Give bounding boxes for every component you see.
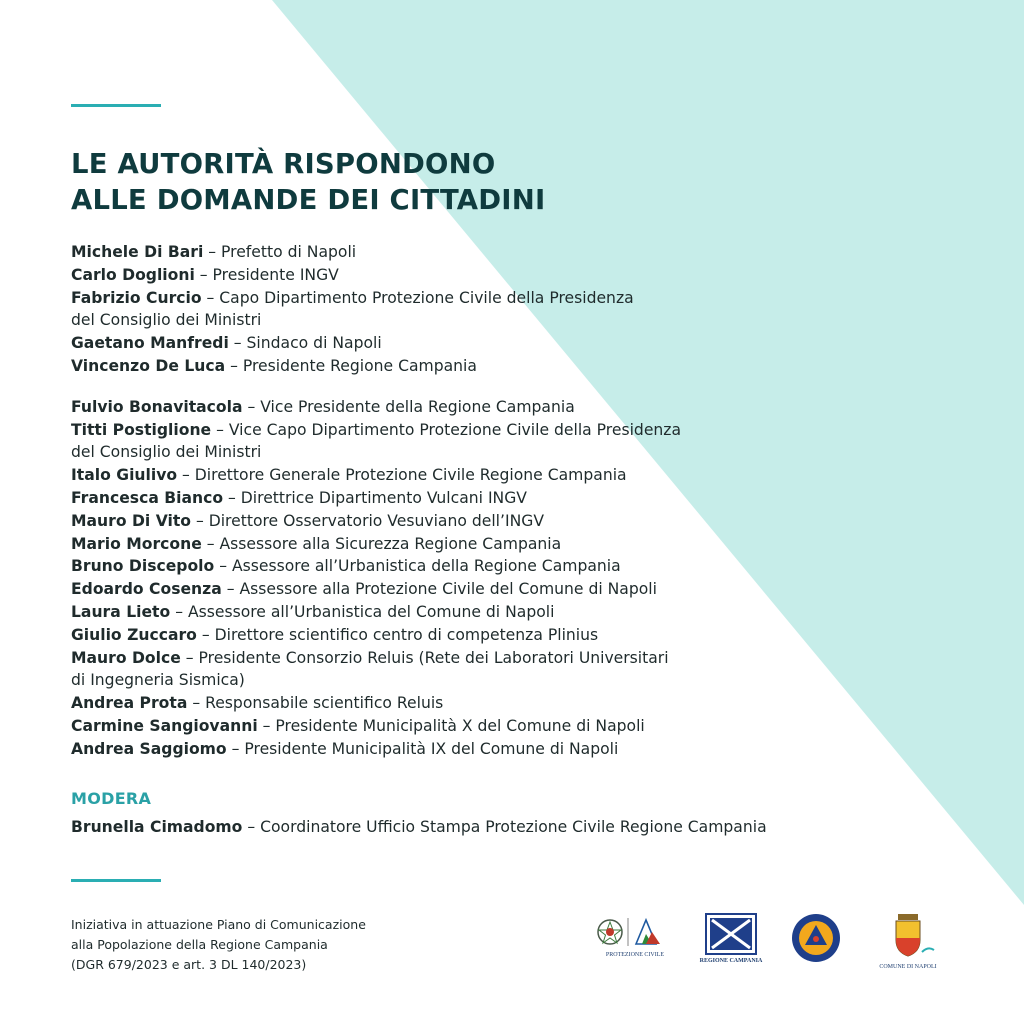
speaker-entry <box>71 647 951 670</box>
speaker-role-continuation: di Ingegneria Sismica) <box>71 671 245 690</box>
speaker-entry <box>71 533 951 556</box>
protezione-civile-logo <box>590 912 680 968</box>
speaker-name: Mauro Di Vito <box>71 511 191 530</box>
speaker-role: – Presidente Consorzio Reluis (Rete dei Laboratori Universitari <box>180 648 669 667</box>
title-line-1: LE AUTORITÀ RISPONDONO <box>71 148 496 180</box>
speaker-role: – Assessore all’Urbanistica del Comune di Napoli <box>170 602 555 621</box>
speaker-role: – Direttore scientifico centro di competenza Plinius <box>196 625 599 644</box>
speaker-entry <box>71 287 951 310</box>
speaker-role: – Direttore Osservatorio Vesuviano dell’INGV <box>191 511 544 530</box>
speaker-list <box>71 241 951 761</box>
speaker-entry <box>71 396 951 419</box>
speaker-role-continuation: del Consiglio dei Ministri <box>71 443 262 462</box>
civil-protection-badge-icon <box>790 912 842 964</box>
speaker-name: Gaetano Manfredi <box>71 334 229 353</box>
speaker-entry <box>71 332 951 355</box>
speaker-name: Italo Giulivo <box>71 466 178 485</box>
speaker-role: – Assessore alla Sicurezza Regione Campania <box>201 534 562 553</box>
moderator-name: Brunella Cimadomo <box>71 818 243 836</box>
moderator-entry <box>71 816 767 839</box>
footnote-line-3: (DGR 679/2023 e art. 3 DL 140/2023) <box>71 957 307 972</box>
speaker-role: – Sindaco di Napoli <box>228 334 382 353</box>
speaker-name: Edoardo Cosenza <box>71 580 222 599</box>
speaker-role: – Presidente Regione Campania <box>225 356 477 375</box>
protezione-civile-campania-logo <box>790 912 842 968</box>
speaker-entry <box>71 264 951 287</box>
speaker-name: Michele Di Bari <box>71 243 204 261</box>
speaker-role: – Presidente Municipalità X del Comune di Napoli <box>257 716 645 735</box>
speaker-entry <box>71 419 951 442</box>
protezione-civile-caption: PROTEZIONE CIVILE <box>605 952 665 958</box>
speaker-entry <box>71 692 951 715</box>
speaker-role: – Capo Dipartimento Protezione Civile della Presidenza <box>201 288 634 307</box>
footnote-line-1: Iniziativa in attuazione Piano di Comunicazione <box>71 917 366 932</box>
footnote-line-2: alla Popolazione della Regione Campania <box>71 937 328 952</box>
speaker-entry <box>71 487 951 510</box>
speaker-name: Francesca Bianco <box>71 488 224 507</box>
speaker-name: Fulvio Bonavitacola <box>71 397 243 416</box>
speaker-entry <box>71 624 951 647</box>
speaker-name: Laura Lieto <box>71 602 171 621</box>
bottom-divider <box>71 879 161 882</box>
speaker-role: – Responsabile scientifico Reluis <box>187 694 444 713</box>
comune-napoli-caption: COMUNE DI NAPOLI <box>879 964 937 970</box>
speaker-entry <box>71 355 951 378</box>
comune-napoli-logo <box>876 912 940 970</box>
comune-napoli-crest-icon <box>876 912 940 962</box>
speaker-role: – Assessore alla Protezione Civile del Comune di Napoli <box>221 580 657 599</box>
speaker-entry <box>71 738 951 761</box>
regione-campania-caption: REGIONE CAMPANIA <box>699 958 763 964</box>
speaker-entry <box>71 601 951 624</box>
speaker-role: – Presidente Municipalità IX del Comune di Napoli <box>226 739 619 758</box>
speaker-entry <box>71 715 951 738</box>
speaker-entry <box>71 555 951 578</box>
regione-campania-shield-icon <box>703 912 759 960</box>
speaker-name: Giulio Zuccaro <box>71 625 197 644</box>
speaker-role: – Direttrice Dipartimento Vulcani INGV <box>223 488 527 507</box>
speaker-role: – Prefetto di Napoli <box>203 243 357 261</box>
moderator-role: – Coordinatore Ufficio Stampa Protezione Civile Regione Campania <box>242 818 767 836</box>
footnote <box>71 915 366 975</box>
speaker-name: Carmine Sangiovanni <box>71 716 258 735</box>
speaker-name: Mauro Dolce <box>71 648 181 667</box>
moderator-label: MODERA <box>71 789 152 808</box>
speaker-entry <box>71 510 951 533</box>
speaker-name: Andrea Saggiomo <box>71 739 227 758</box>
page-title <box>71 146 545 218</box>
speaker-name: Carlo Doglioni <box>71 265 195 284</box>
speaker-entry <box>71 578 951 601</box>
speaker-entry <box>71 241 951 264</box>
speaker-name: Bruno Discepolo <box>71 557 215 576</box>
speaker-role: – Vice Capo Dipartimento Protezione Civile della Presidenza <box>211 420 682 439</box>
speaker-name: Fabrizio Curcio <box>71 288 202 307</box>
regione-campania-logo <box>699 912 763 964</box>
speaker-role: – Direttore Generale Protezione Civile Regione Campania <box>177 466 627 485</box>
speaker-role: – Vice Presidente della Regione Campania <box>242 397 575 416</box>
speaker-name: Mario Morcone <box>71 534 202 553</box>
logo-strip <box>590 912 950 982</box>
top-divider <box>71 104 161 107</box>
speaker-role: – Presidente INGV <box>194 265 339 284</box>
title-line-2: ALLE DOMANDE DEI CITTADINI <box>71 184 546 216</box>
speaker-role: – Assessore all’Urbanistica della Regione Campania <box>214 557 621 576</box>
speaker-name: Vincenzo De Luca <box>71 356 226 375</box>
speaker-role-continuation: del Consiglio dei Ministri <box>71 311 262 330</box>
speaker-entry <box>71 464 951 487</box>
list-gap <box>71 378 951 396</box>
speaker-name: Andrea Prota <box>71 694 188 713</box>
speaker-name: Titti Postiglione <box>71 420 212 439</box>
